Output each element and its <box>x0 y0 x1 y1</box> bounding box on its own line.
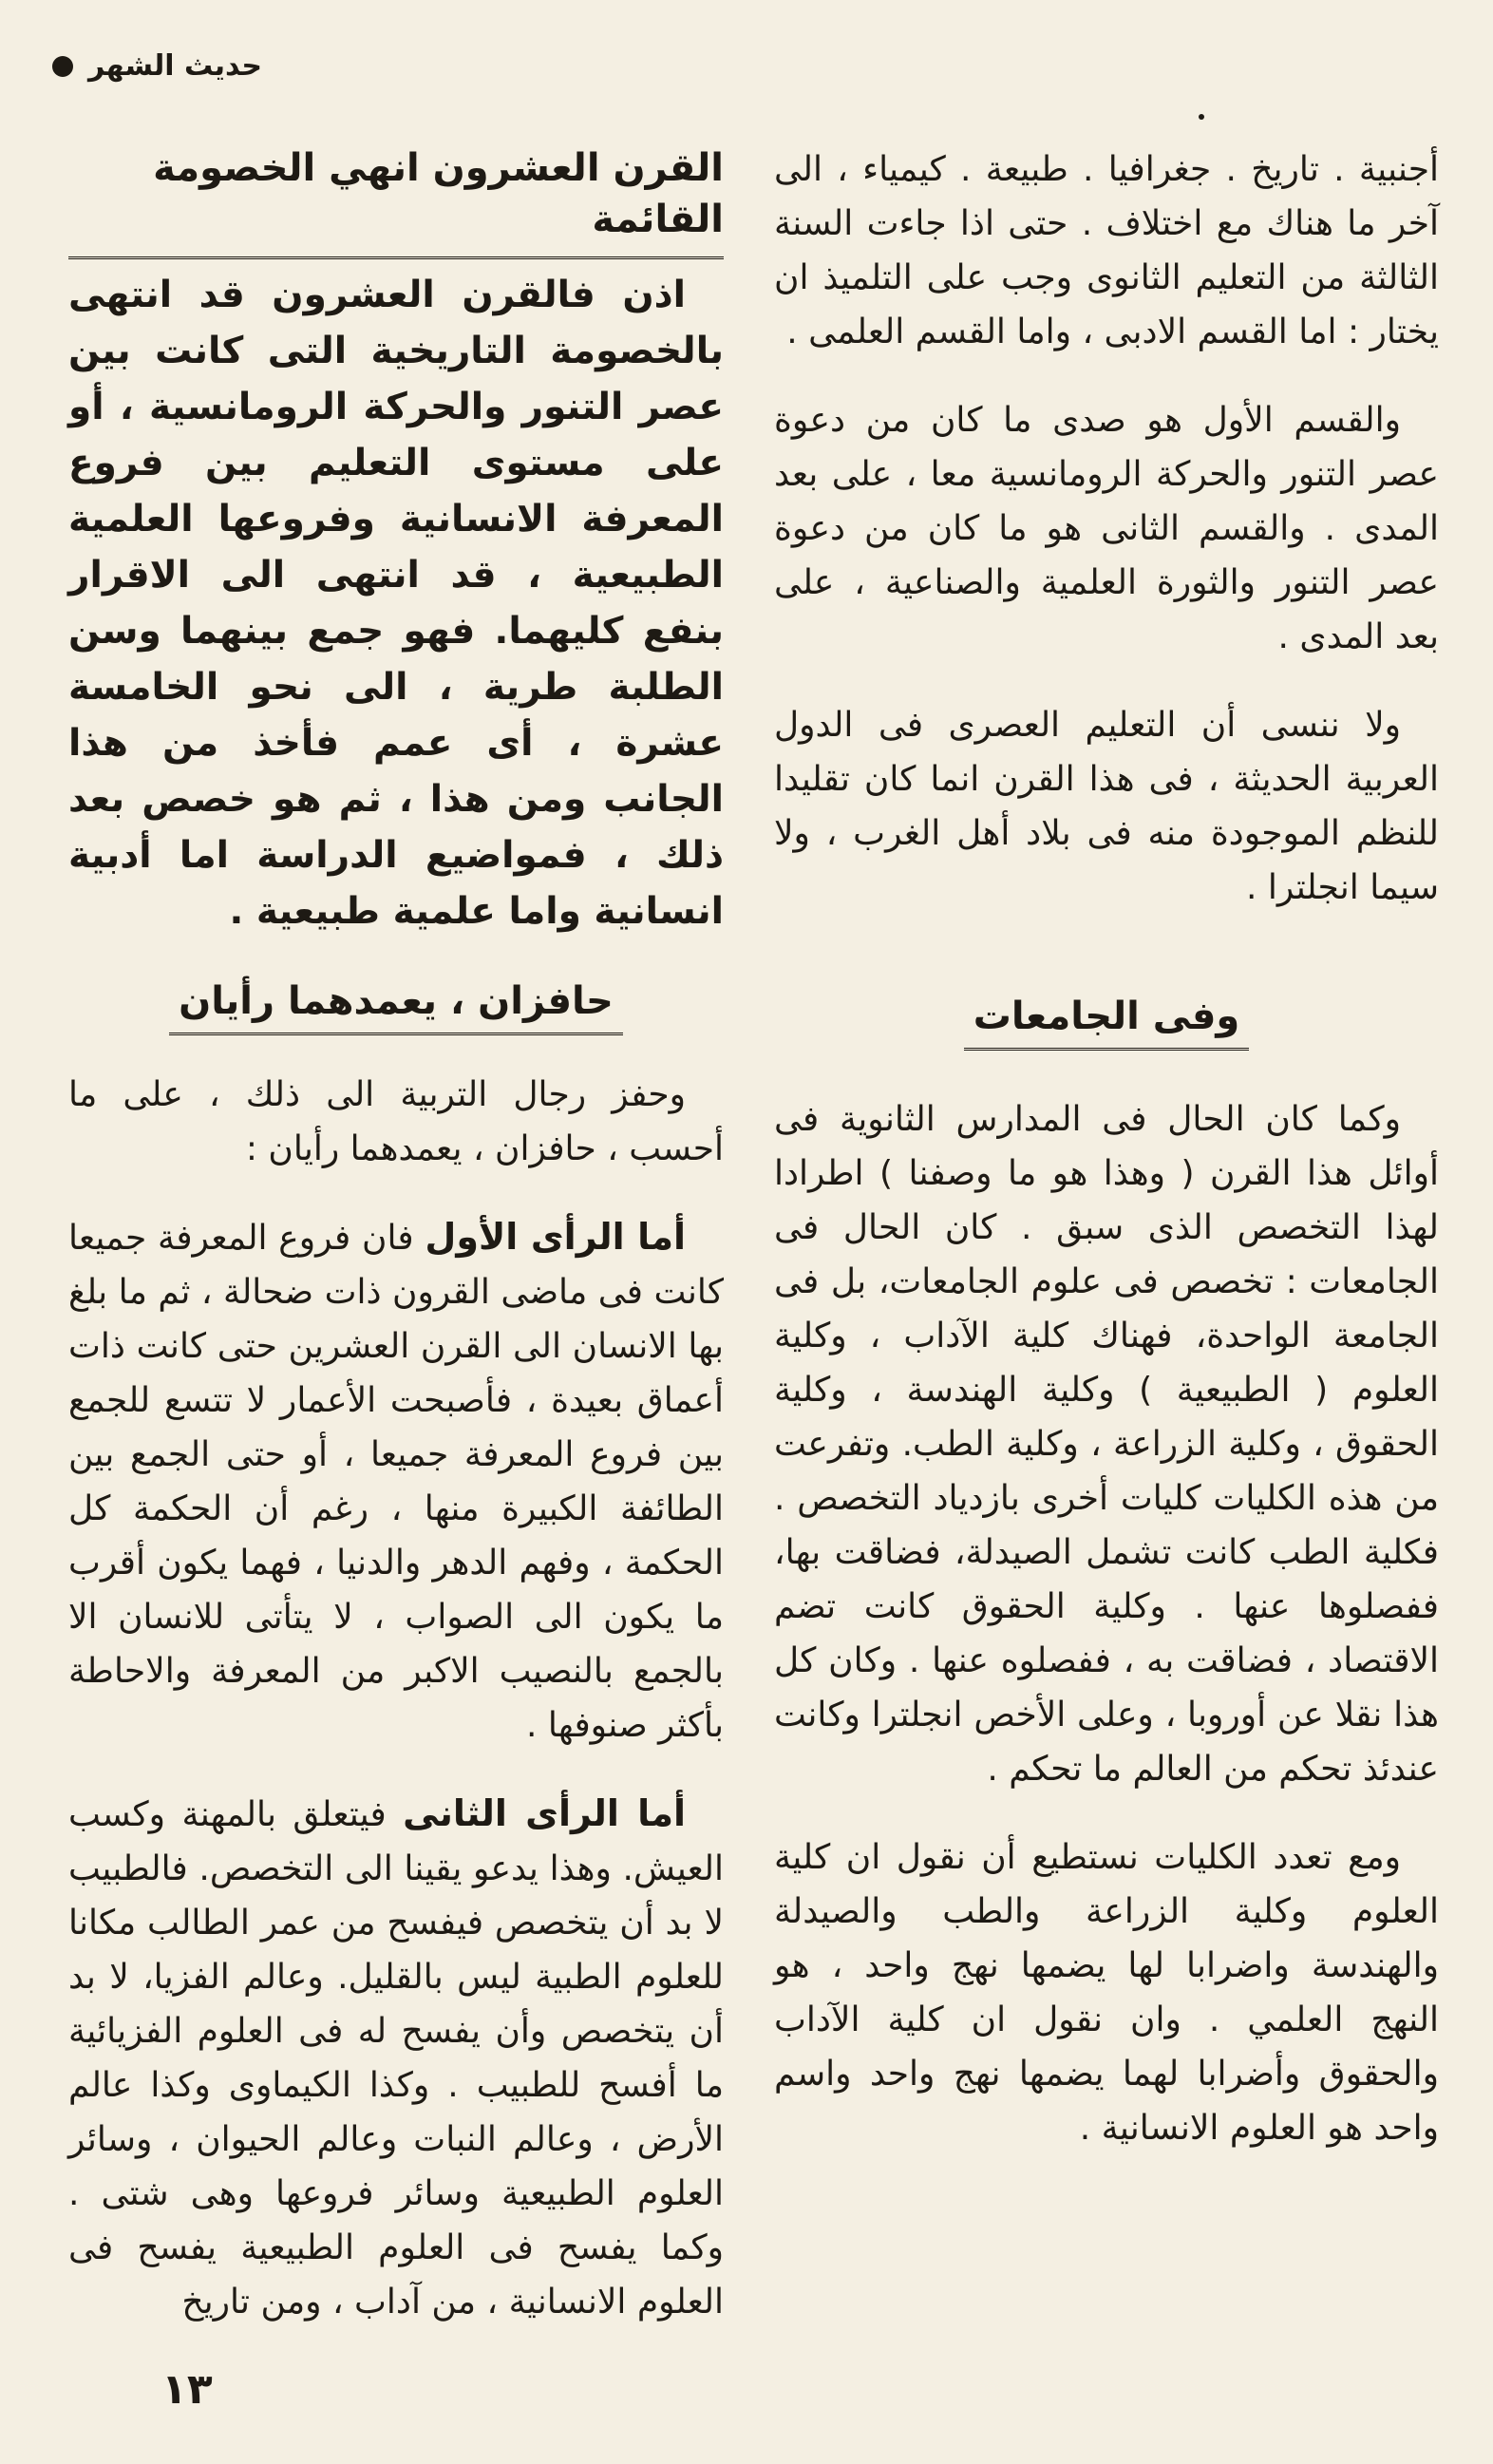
paragraph: ومع تعدد الكليات نستطيع أن نقول ان كلية العلوم وكلية الزراعة والطب والصيدلة والهندسة واضرابا لها يضمها نهج واحد ، هو النهج العلمي . وان نقول ان كلية الآداب والحقوق وأضرابا لهما يضمها نهج واحد واسم واحد هو العلوم الانسانية . <box>774 1838 1439 2148</box>
section-label: حديث الشهر <box>88 49 262 83</box>
paragraph <box>68 1210 724 1753</box>
section-heading <box>68 979 724 1035</box>
paragraph <box>68 1787 724 2329</box>
left-column <box>68 142 724 2363</box>
right-column <box>774 142 1439 2189</box>
paragraph-lead: أما الرأى الثانى <box>403 1792 686 1834</box>
paragraph-body: فان فروع المعرفة جميعا كانت فى ماضى القرون ذات ضحالة ، ثم ما بلغ بها الانسان الى القرن العشرين حتى كانت ذات أعماق بعيدة ، فأصبحت الأعمار لا تتسع للجمع بين فروع المعرفة جميعا ، أو حتى الجمع بين الطائفة الكبيرة منها ، رغم أن الحكمة كل الحكمة ، وفهم الدهر والدنيا ، فهما يكون أقرب ما يكون الى الصواب ، لا يتأتى للانسان الا بالجمع بالنصيب الاكبر من المعرفة والاحاطة بأكثر صنوفها . <box>68 1219 724 1745</box>
section-heading-text: حافزان ، يعمدهما رأيان <box>169 979 623 1035</box>
paragraph: والقسم الأول هو صدى ما كان من دعوة عصر التنور والحركة الرومانسية معا ، على بعد المدى . والقسم الثانى هو ما كان من دعوة عصر التنور والثورة العلمية والصناعية ، على بعد المدى . <box>774 401 1439 656</box>
article-subtitle: القرن العشرون انهي الخصومة القائمة <box>68 142 724 259</box>
paragraph: وكما كان الحال فى المدارس الثانوية فى أوائل هذا القرن ( وهذا هو ما وصفنا ) اطرادا لهذا التخصص الذى سبق . كان الحال فى الجامعات : تخصص فى علوم الجامعات، بل فى الجامعة الواحدة، فهناك كلية الآداب ، وكلية العلوم ( الطبيعية ) وكلية الهندسة ، وكلية الحقوق ، وكلية الزراعة ، وكلية الطب. وتفرعت من هذه الكليات كليات أخرى بازدياد التخصص . فكلية الطب كانت تشمل الصيدلة، فضاقت بها، ففصلوها عنها . وكلية الحقوق كانت تضم الاقتصاد ، فضاقت به ، ففصلوه عنها . وكان كل هذا نقلا عن أوروبا ، وعلى الأخص انجلترا وكانت عندئذ تحكم من العالم ما تحكم . <box>774 1100 1439 1789</box>
paragraph: وحفز رجال التربية الى ذلك ، على ما أحسب ، حافزان ، يعمدهما رأيان : <box>68 1075 724 1168</box>
section-header <box>52 49 262 83</box>
bold-paragraph: اذن فالقرن العشرون قد انتهى بالخصومة التاريخية التى كانت بين عصر التنور والحركة الرومانسية ، أو على مستوى التعليم بين فروع المعرفة الانسانية وفروعها العلمية الطبيعية ، قد انتهى الى الاقرار بنفع كليهما. فهو جمع بينهما وسن الطلبة طرية ، الى نحو الخامسة عشرة ، أى عمم فأخذ من هذا الجانب ومن هذا ، ثم هو خصص بعد ذلك ، فمواضيع الدراسة اما أدبية انسانية واما علمية طبيعية . <box>68 274 724 933</box>
paragraph-body: فيتعلق بالمهنة وكسب العيش. وهذا يدعو يقينا الى التخصص. فالطبيب لا بد أن يتخصص فيفسح من عمر الطالب مكانا للعلوم الطبية ليس بالقليل. وعالم الفزيا، لا بد أن يتخصص وأن يفسح له فى العلوم الفزيائية ما أفسح للطبيب . وكذا الكيماوى وكذا عالم الأرض ، وعالم النبات وعالم الحيوان ، وسائر العلوم الطبيعية وسائر فروعها وهى شتى . وكما يفسح فى العلوم الطبيعية يفسح فى العلوم الانسانية ، من آداب ، ومن تاريخ <box>68 1795 724 2322</box>
print-dot <box>1199 114 1204 120</box>
page-number: ١٣ <box>161 2365 213 2414</box>
bullet-icon <box>52 56 73 77</box>
paragraph: أجنبية . تاريخ . جغرافيا . طبيعة . كيمياء ، الى آخر ما هناك مع اختلاف . حتى اذا جاءت السنة الثالثة من التعليم الثانوى وجب على التلميذ ان يختار : اما القسم الادبى ، واما القسم العلمى . <box>774 150 1439 351</box>
paragraph-lead: أما الرأى الأول <box>425 1216 686 1258</box>
section-heading-text: وفى الجامعات <box>964 995 1250 1051</box>
section-heading <box>774 995 1439 1051</box>
paragraph: ولا ننسى أن التعليم العصرى فى الدول العربية الحديثة ، فى هذا القرن انما كان تقليدا للنظم الموجودة منه فى بلاد أهل الغرب ، ولا سيما انجلترا . <box>774 706 1439 907</box>
